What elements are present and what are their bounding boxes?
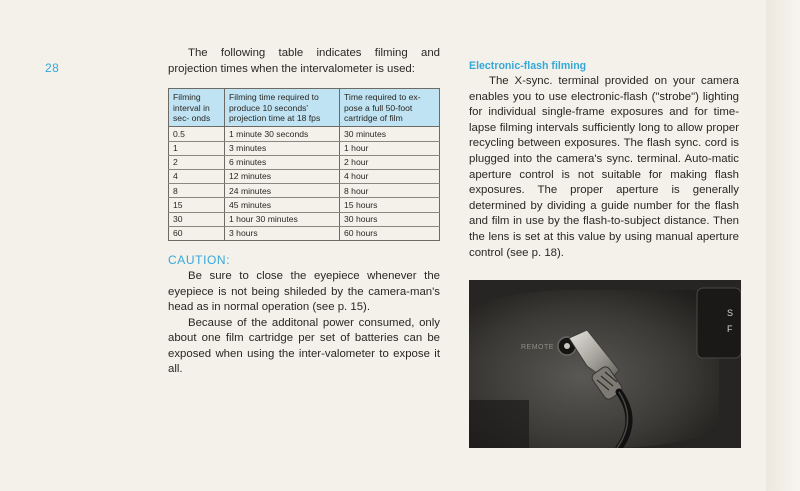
cell-filming-time: 24 minutes bbox=[225, 184, 340, 198]
cell-interval: 4 bbox=[169, 169, 225, 183]
table-row bbox=[169, 226, 440, 240]
cell-interval: 30 bbox=[169, 212, 225, 226]
table-header-row bbox=[169, 89, 440, 127]
photo-label-f: F bbox=[727, 324, 733, 334]
cell-interval: 8 bbox=[169, 184, 225, 198]
page-number: 28 bbox=[45, 61, 60, 75]
caution-heading: CAUTION: bbox=[168, 252, 231, 267]
table-row bbox=[169, 127, 440, 141]
camera-photo-illustration bbox=[469, 280, 741, 448]
table-row bbox=[169, 184, 440, 198]
right-column bbox=[469, 60, 739, 261]
cell-interval: 2 bbox=[169, 155, 225, 169]
cell-interval: 0.5 bbox=[169, 127, 225, 141]
cell-cartridge-time: 4 hour bbox=[340, 169, 440, 183]
header-filming-time: Filming time required to produce 10 seconds' projection time at 18 fps bbox=[225, 89, 340, 127]
photo-label-remote: REMOTE bbox=[521, 344, 554, 351]
cell-filming-time: 1 hour 30 minutes bbox=[225, 212, 340, 226]
photo-label-s: S bbox=[727, 308, 734, 318]
cell-cartridge-time: 15 hours bbox=[340, 198, 440, 212]
cell-interval: 60 bbox=[169, 226, 225, 240]
cell-cartridge-time: 30 minutes bbox=[340, 127, 440, 141]
flash-section-body: The X-sync. terminal provided on your camera enables you to use electronic-flash ("strobe") lighting for individual single-frame exposures and for time-lapse filming intervals sufficiently long to allow proper recycling between exposures. The flash sync. cord is plugged into the camera's sync. terminal. Auto-matic aperture control is not suitable for making flash exposures. The proper aperture is generally determined by dividing a guide number for the flash and film in use by the flash-to-subject distance. Then the lens is set at this value by using manual aperture control (see p. 18). bbox=[469, 75, 739, 259]
cell-cartridge-time: 8 hour bbox=[340, 184, 440, 198]
intro-paragraph: The following table indicates filming and projection times when the intervalometer is used: bbox=[168, 47, 440, 75]
cell-filming-time: 6 minutes bbox=[225, 155, 340, 169]
cell-filming-time: 45 minutes bbox=[225, 198, 340, 212]
cell-filming-time: 1 minute 30 seconds bbox=[225, 127, 340, 141]
intervalometer-table bbox=[168, 88, 440, 241]
cell-interval: 1 bbox=[169, 141, 225, 155]
header-filming-interval: Filming interval in sec- onds bbox=[169, 89, 225, 127]
cell-filming-time: 3 hours bbox=[225, 226, 340, 240]
cell-filming-time: 3 minutes bbox=[225, 141, 340, 155]
camera-sync-terminal-photo bbox=[469, 280, 741, 448]
flash-section-heading: Electronic-flash filming bbox=[469, 60, 587, 72]
table-row bbox=[169, 169, 440, 183]
table-row bbox=[169, 141, 440, 155]
cell-cartridge-time: 2 hour bbox=[340, 155, 440, 169]
caution-paragraph-eyepiece: Be sure to close the eyepiece whenever the eyepiece is not being shileded by the camera-man's head as in normal operation (see p. 15). bbox=[168, 269, 440, 314]
cell-cartridge-time: 30 hours bbox=[340, 212, 440, 226]
table-row bbox=[169, 155, 440, 169]
table-row bbox=[169, 212, 440, 226]
cell-cartridge-time: 60 hours bbox=[340, 226, 440, 240]
page-edge-shadow bbox=[766, 0, 800, 491]
caution-paragraph-battery: Because of the additonal power consumed, only about one film cartridge per set of batteries can be exposed when using the inter-valometer to expose it all. bbox=[168, 316, 440, 376]
cell-interval: 15 bbox=[169, 198, 225, 212]
cell-filming-time: 12 minutes bbox=[225, 169, 340, 183]
table-row bbox=[169, 198, 440, 212]
header-cartridge-time: Time required to ex- pose a full 50-foot cartridge of film bbox=[340, 89, 440, 127]
cell-cartridge-time: 1 hour bbox=[340, 141, 440, 155]
left-column bbox=[168, 46, 440, 378]
